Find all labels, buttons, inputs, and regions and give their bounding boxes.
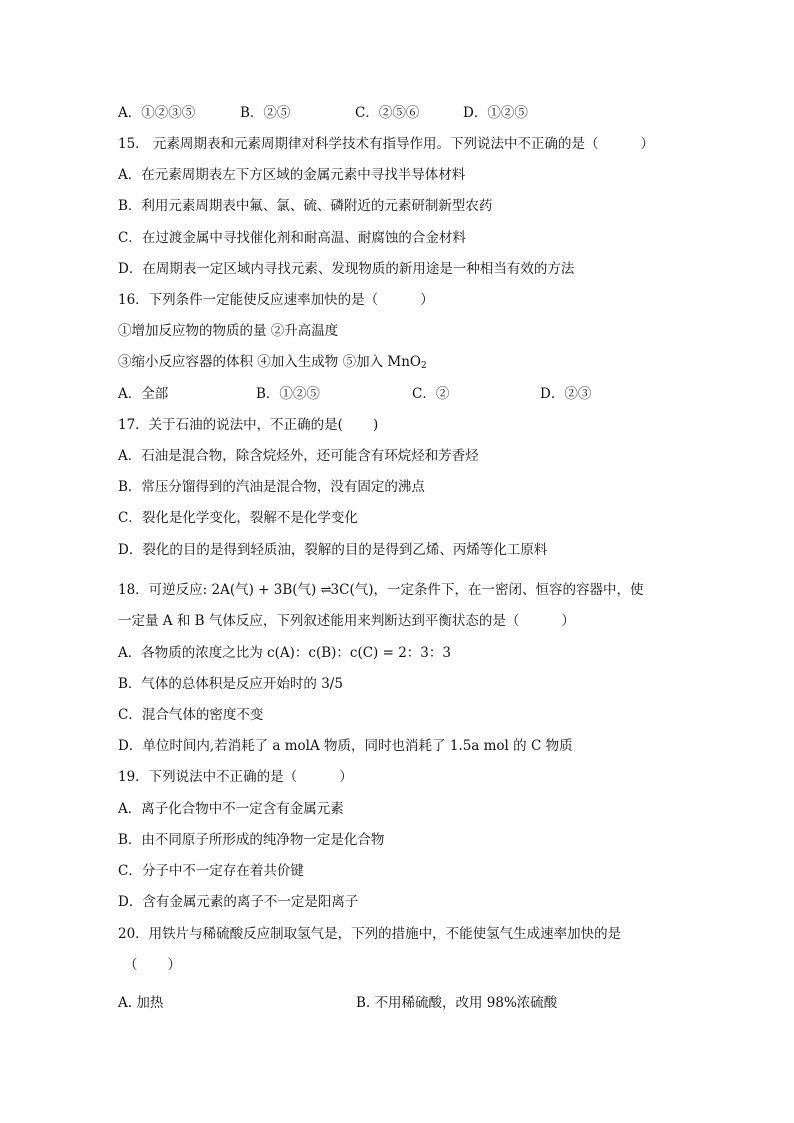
- question-16-option-a: A．全部: [118, 386, 169, 402]
- question-16-conditions-line1: ①增加反应物的物质的量 ②升高温度: [118, 323, 339, 339]
- question-18-stem: [118, 581, 643, 600]
- question-17-text: 17．关于石油的说法中，不正确的是(: [118, 417, 343, 433]
- paren-close: ): [372, 417, 379, 433]
- question-16-option-b: B．①②⑤: [256, 386, 320, 402]
- question-19-option-a: A．离子化合物中不一定含有金属元素: [118, 801, 344, 817]
- question-15-option-c: C．在过渡金属中寻找催化剂和耐高温、耐腐蚀的合金材料: [118, 230, 466, 246]
- option-b: B．②⑤: [240, 105, 291, 121]
- question-18-text-line2: 一定量 A 和 B 气体反应，下列叙述能用来判断达到平衡状态的是（: [118, 613, 520, 629]
- question-19-option-b: B．由不同原子所形成的纯净物一定是化合物: [118, 832, 385, 848]
- question-20-option-b: B. 不用稀硫酸，改用 98%浓硫酸: [356, 995, 558, 1011]
- question-17-option-c: C．裂化是化学变化，裂解不是化学变化: [118, 510, 358, 526]
- question-15-option-a: A．在元素周期表左下方区域的金属元素中寻找半导体材料: [118, 167, 466, 183]
- question-19-option-c: C．分子中不一定存在着共价键: [118, 863, 304, 879]
- question-15-stem: [118, 135, 654, 153]
- question-15-option-d: D．在周期表一定区域内寻找元素、发现物质的新用途是一种相当有效的方法: [118, 261, 575, 277]
- paren-open: （: [124, 957, 138, 973]
- question-16-conditions-line2: [118, 353, 427, 375]
- question-18-option-b: B．气体的总体积是反应开始时的 3/5: [118, 676, 343, 692]
- question-17-option-d: D．裂化的目的是得到轻质油，裂解的目的是得到乙烯、丙烯等化工原料: [118, 542, 548, 558]
- question-17-stem: [118, 416, 378, 434]
- paren-close: ）: [420, 292, 434, 308]
- equilibrium-arrow: ⇌: [320, 583, 331, 598]
- question-16-text: 16．下列条件一定能使反应速率加快的是（: [118, 292, 379, 308]
- question-18-option-c: C．混合气体的密度不变: [118, 707, 264, 723]
- question-18-option-d: D．单位时间内,若消耗了 a molA 物质，同时也消耗了 1.5a mol 的 C 物质: [118, 738, 573, 754]
- question-20-option-a: A. 加热: [118, 995, 164, 1011]
- question-16-option-c: C．②: [412, 386, 450, 402]
- question-16-stem: [118, 291, 434, 309]
- option-d: D．①②⑤: [463, 105, 528, 121]
- question-20-stem: 20．用铁片与稀硫酸反应制取氢气是，下列的措施中，不能使氢气生成速率加快的是: [118, 926, 622, 942]
- question-18-text-cont: 3C(气)，一定条件下，在一密闭、恒容的容器中，使: [330, 582, 644, 598]
- subscript: 2: [420, 361, 427, 371]
- question-18-option-a: A．各物质的浓度之比为 c(A)：c(B)：c(C) = 2：3：3: [118, 645, 451, 661]
- paren-close: ）: [167, 957, 181, 973]
- question-15-option-b: B．利用元素周期表中氟、氯、硫、磷附近的元素研制新型农药: [118, 198, 493, 214]
- option-a: A．①②③⑤: [118, 105, 196, 121]
- paren-close: ）: [561, 613, 575, 629]
- question-19-option-d: D．含有金属元素的离子不一定是阳离子: [118, 894, 359, 910]
- conditions-text: ③缩小反应容器的体积 ④加入生成物 ⑤加入 MnO: [118, 354, 421, 370]
- question-15-text: 15． 元素周期表和元素周期律对科学技术有指导作用。下列说法中不正确的是（: [118, 136, 599, 152]
- option-c: C．②⑤⑥: [355, 105, 420, 121]
- question-19-text: 19．下列说法中不正确的是（: [118, 769, 298, 785]
- question-17-option-a: A．石油是混合物，除含烷烃外，还可能含有环烷烃和芳香烃: [118, 448, 479, 464]
- question-18-text: 18．可逆反应: 2A(气) + 3B(气): [118, 582, 321, 598]
- question-16-option-d: D．②③: [540, 386, 592, 402]
- question-18-stem-line2: [118, 612, 575, 630]
- paren-close: ）: [339, 769, 353, 785]
- question-17-option-b: B．常压分馏得到的汽油是混合物，没有固定的沸点: [118, 479, 425, 495]
- question-19-stem: [118, 768, 353, 786]
- question-20-paren: [124, 956, 181, 974]
- paren-close: ）: [640, 136, 654, 152]
